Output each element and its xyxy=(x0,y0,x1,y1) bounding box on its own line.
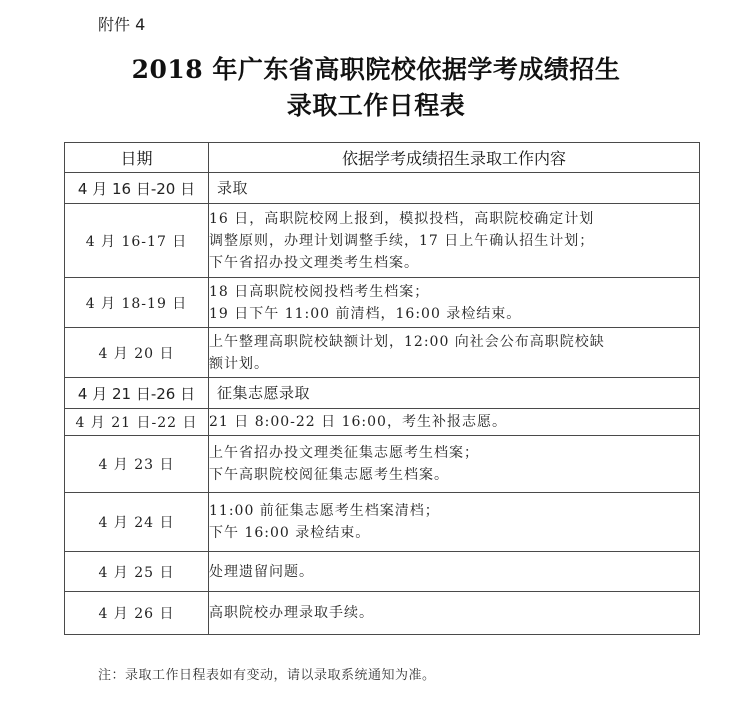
row-date: 4 月 16 日-20 日 xyxy=(65,173,209,204)
row-content: 高职院校办理录取手续。 xyxy=(209,592,700,635)
row-date: 4 月 26 日 xyxy=(65,592,209,635)
row-content: 11:00 前征集志愿考生档案清档； 下午 16:00 录检结束。 xyxy=(209,493,700,552)
table-row xyxy=(65,409,700,436)
document-title-line-1: 2018 年广东省高职院校依据学考成绩招生 xyxy=(131,55,621,84)
attachment-label: 附件 4 xyxy=(98,15,146,34)
row-content: 16 日，高职院校网上报到，模拟投档，高职院校确定计划 调整原则，办理计划调整手续，17 日上午确认招生计划； 下午省招办投文理类考生档案。 xyxy=(209,204,700,278)
table-row xyxy=(65,552,700,592)
table-row xyxy=(65,592,700,635)
table-row-phase-supplementary xyxy=(65,378,700,409)
table-row xyxy=(65,436,700,493)
header-content: 依据学考成绩招生录取工作内容 xyxy=(209,143,700,173)
row-date: 4 月 21 日-26 日 xyxy=(65,378,209,409)
table-header-row xyxy=(65,143,700,173)
schedule-table xyxy=(64,142,700,635)
row-date: 4 月 20 日 xyxy=(65,328,209,378)
row-content: 上午省招办投文理类征集志愿考生档案； 下午高职院校阅征集志愿考生档案。 xyxy=(209,436,700,493)
table-row xyxy=(65,328,700,378)
row-date: 4 月 24 日 xyxy=(65,493,209,552)
header-date: 日期 xyxy=(65,143,209,173)
row-content: 征集志愿录取 xyxy=(209,378,700,409)
row-content: 21 日 8:00-22 日 16:00，考生补报志愿。 xyxy=(209,409,700,436)
document-title-line-2: 录取工作日程表 xyxy=(286,91,466,120)
footnote: 注：录取工作日程表如有变动，请以录取系统通知为准。 xyxy=(98,668,436,683)
table-row xyxy=(65,493,700,552)
row-date: 4 月 23 日 xyxy=(65,436,209,493)
row-content: 18 日高职院校阅投档考生档案； 19 日下午 11:00 前清档，16:00 录检结束。 xyxy=(209,278,700,328)
table-row xyxy=(65,278,700,328)
row-date: 4 月 18-19 日 xyxy=(65,278,209,328)
row-date: 4 月 25 日 xyxy=(65,552,209,592)
row-date: 4 月 16-17 日 xyxy=(65,204,209,278)
row-date: 4 月 21 日-22 日 xyxy=(65,409,209,436)
row-content: 上午整理高职院校缺额计划，12:00 向社会公布高职院校缺 额计划。 xyxy=(209,328,700,378)
table-row xyxy=(65,204,700,278)
table-row-phase-admission xyxy=(65,173,700,204)
row-content: 录取 xyxy=(209,173,700,204)
row-content: 处理遗留问题。 xyxy=(209,552,700,592)
